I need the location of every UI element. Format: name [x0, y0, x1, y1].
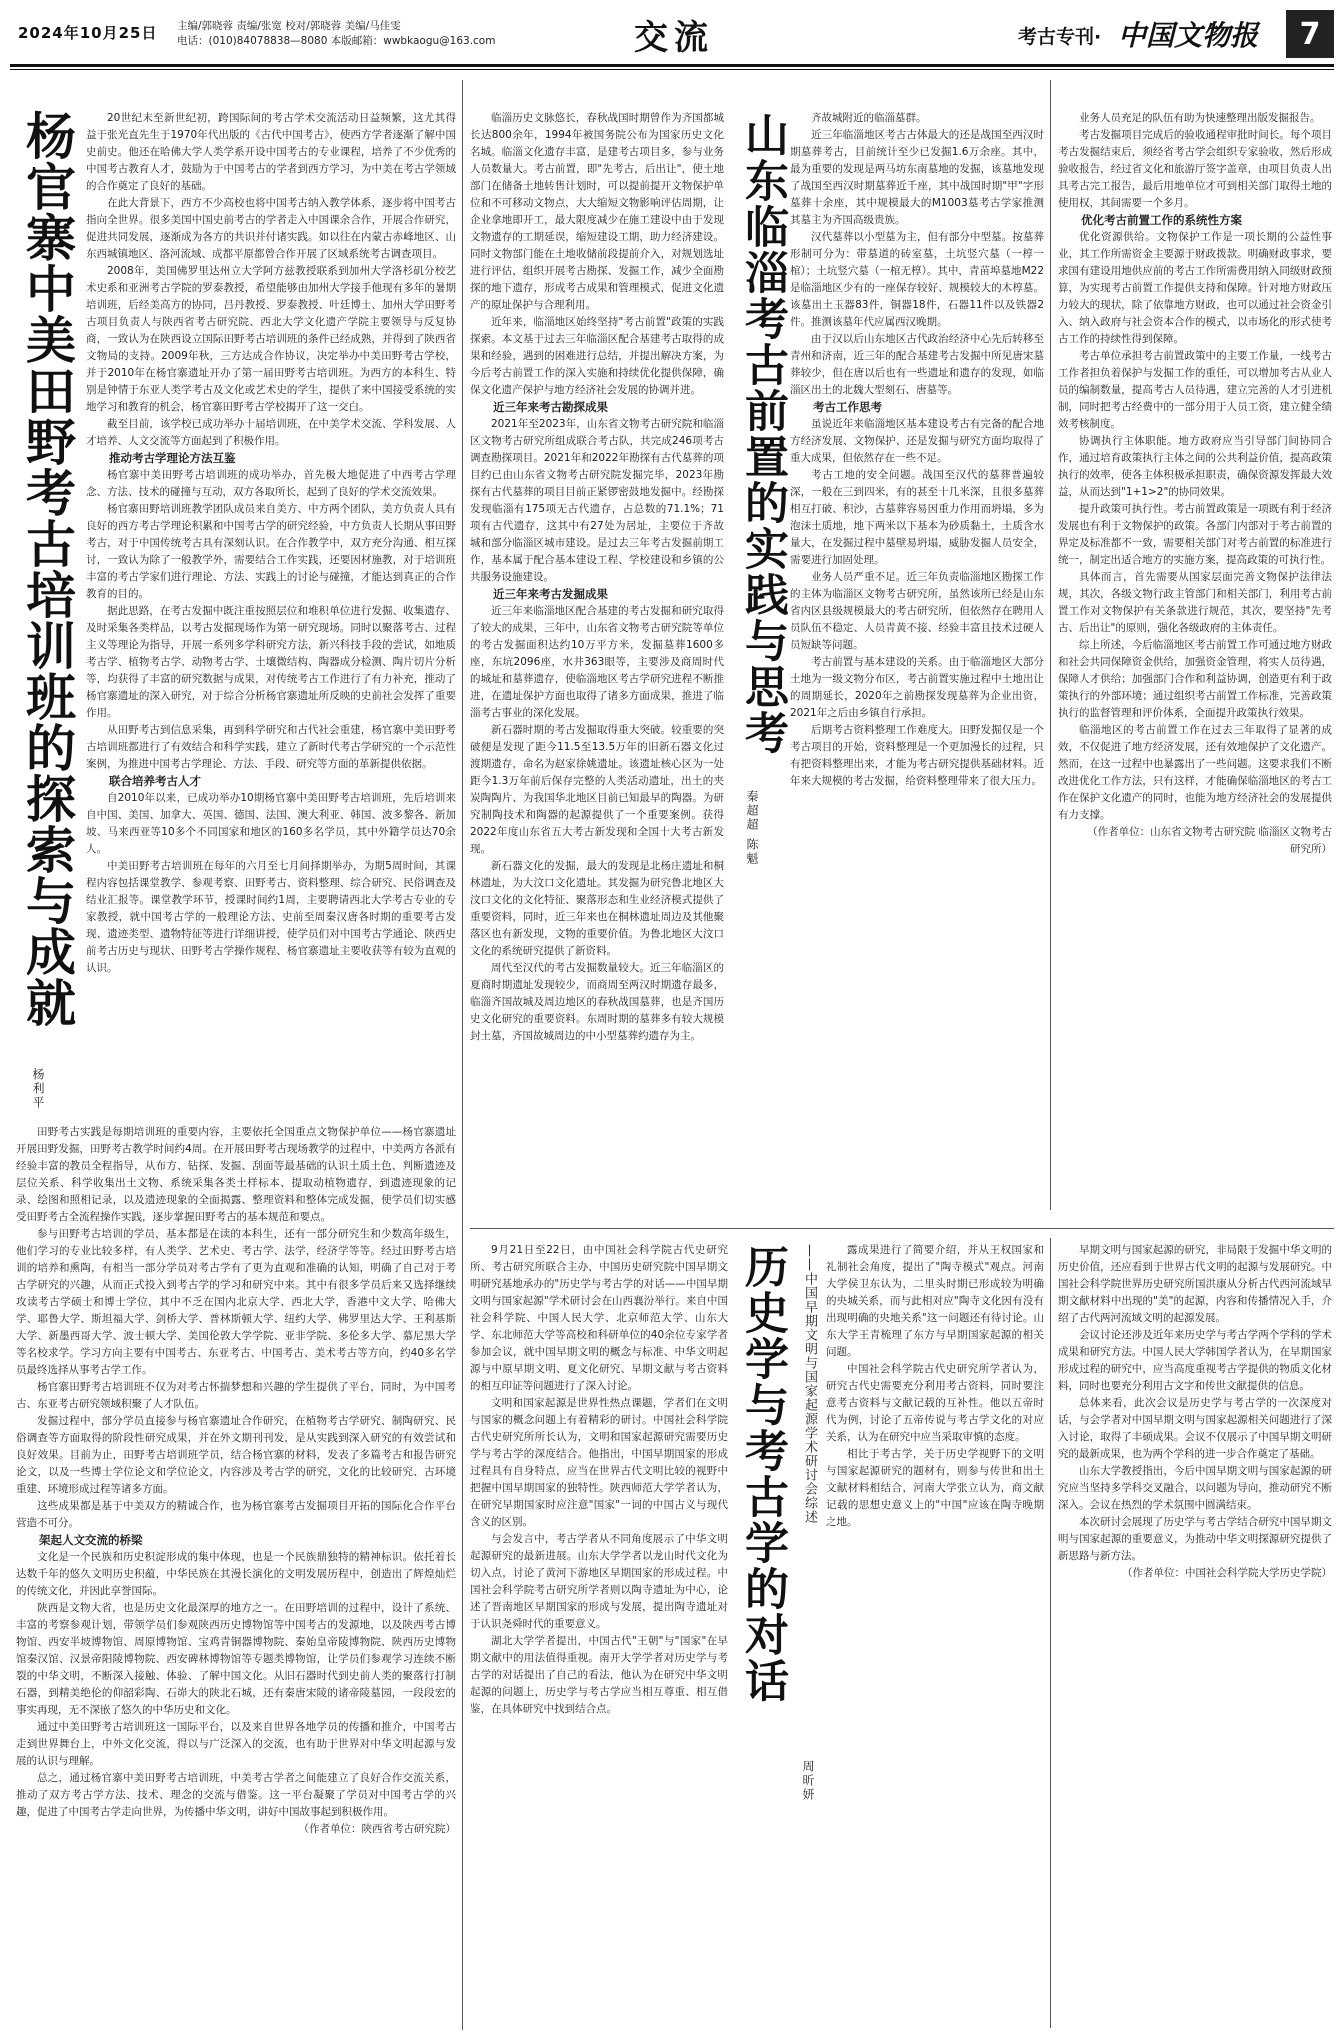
paragraph: 汉代墓葬以小型墓为主，但有部分中型墓。按墓葬形制可分为：带墓道的砖室墓，土坑竖穴墓（一椁一棺）；土坑竖穴墓（一棺无椁）。其中，青苗埠墓地M22是临淄地区少有的一座保存较好、规模较大的木椁墓。该墓出土玉器83件，铜器18件，石器11件以及铁器2件。推测该墓年代应属西汉晚期。 [790, 231, 1044, 328]
article3-subtitle: ——中国早期文明与国家起源学术研讨会综述 [802, 1244, 817, 1524]
paragraph: 露成果进行了简要介绍，并从王权国家和礼制社会角度，提出了"陶寺模式"观点。河南大学侯卫东认为，二里头时期已形成较为明确的央城关系，而与此相对应"陶寺文化因有没有出现明确的央地关系"这一问题还有待讨论。山东大学王青梳理了东方与早期国家起源的相关问题。 [826, 1244, 1044, 1358]
paragraph: 临淄地区的考古前置工作在过去三年取得了显著的成效，不仅促进了地方经济发展，还有效地保护了文化遗产。然而，在这一过程中也暴露出了一些问题。这要求我们不断改进优化工作方法，只有这样，才能确保临淄地区的考古工作在保护文化遗产的同时，也能为地方经济社会的发展提供有力支撑。 [1058, 724, 1332, 821]
paragraph: 参与田野考古培训的学员，基本都是在读的本科生，还有一部分研究生和少数高年级生，他们学习的专业比较多样，有人类学、艺术史、考古学、法学，经济学等等。经过田野考古培训的培养和熏陶，有相当一部分学员对考古学有了更为直观和准确的认知，明确了自己对于考古学研究的兴趣，从而正式投入到考古学的学习和研究中来。其中有很多学员后来又选择继续攻读考古学硕士和博士学位，其中不乏在国内北京大学、西北大学，香港中文大学、哈佛大学、耶鲁大学、斯坦福大学、剑桥大学、普林斯顿大学、纽约大学、佛罗里达大学、王利基斯大学、新墨西哥大学、波士顿大学、美国伦敦大学学院、亚非学院、多伦多大学、慕尼黑大学等名校求学。学习方向主要有中国考古、东亚考古、中国考古、美术考古等方向，约40多名学员最终选择从事考古学工作。 [16, 1228, 456, 1376]
paragraph: 新石器时期的考古发掘取得重大突破。较重要的突破便是发现了距今11.5至13.5万年的旧新石器文化过渡期遗存，命名为赵家徐姚遗址。该遗址核心区为一处距今1.3万年前后保存完整的人类活动遗址，出土的夹炭陶陶片、为我国华北地区目前已知最早的陶器。为研究制陶技术和陶器的起源提供了一个重要案例。获得2022年度山东省五大考古新发现和全国十大考古新发现。 [470, 724, 724, 855]
subheading: 联合培养考古人才 [109, 774, 201, 788]
paragraph: 从田野考古到信息采集，再到科学研究和古代社会重建，杨官寨中美田野考古培训班都进行了有效结合和科学实践，建立了新时代考古学研究的一个示范性案例，为推进中国考古学理论、方法、手段、研究等方面的革新提供依据。 [86, 724, 456, 770]
article3-affiliation: （作者单位：中国社会科学院大学历史学院） [1122, 1567, 1332, 1579]
article3-body-middle [826, 1242, 1044, 2032]
paragraph: 总之，通过杨官寨中美田野考古培训班，中美考古学者之间能建立了良好合作交流关系，推动了双方考古学方法、技术、理念的交流与借鉴。这一平台凝聚了学员对中国考古学的兴趣，促进了中国考古学走向世界，为传播中华文明，讲好中国故事起到积极作用。 [16, 1772, 456, 1818]
article2-body-right [1058, 110, 1332, 1220]
paragraph: 截至目前，该学校已成功举办十届培训班，在中美学术交流、学科发展、人才培养、人文交流等方面起到了积极作用。 [86, 418, 456, 447]
contact-line: 电话：(010)84078838—8080 本版邮箱：wwbkaogu@163.com [177, 35, 496, 47]
header-rule-thin [10, 69, 1334, 70]
paragraph: 总体来看，此次会议是历史学与考古学的一次深度对话，与会学者对中国早期文明与国家起源相关问题进行了深入讨论，取得了丰硕成果。会议不仅展示了中国早期文明研究的最新成果，也为两个学科的进一步合作奠定了基础。 [1058, 1397, 1332, 1460]
paragraph: 周代至汉代的考古发掘数量较大。近三年临淄区的夏商时期遗址发现较少，而商周至两汉时期遗存最多，临淄齐国故城及周边地区的春秋战国墓葬，也是齐国历史文化研究的重要资料。东周时期的墓葬多有较大规模封土墓，齐国故城周边的中小型墓葬约遗存为主。 [470, 962, 724, 1042]
paragraph: 20世纪末至新世纪初，跨国际间的考古学术交流活动日益频繁，这尤其得益于张光直先生于1970年代出版的《古代中国考古》，使西方学者逐渐了解中国史前史。他还在哈佛大学人类学系开设中国考古的专业课程，培养了不少优秀的中国考古教育人才，鼓励为于中国考古的学者到西方学习，为中美在考古学领域的合作奠定了良好的基础。 [86, 112, 456, 192]
staff-credits [177, 19, 495, 49]
article2-affiliation: （作者单位：山东省文物考古研究院 临淄区文物考古研究所） [1087, 826, 1332, 855]
paragraph: 文化是一个民族和历史积淀形成的集中体现，也是一个民族鼎独特的精神标识。依托着长达数千年的悠久文明历史积蕴，中华民族在其漫长演化的文明发展历程中，创造出了辉煌灿烂的传统文化，并因此享誉国际。 [16, 1551, 456, 1597]
staff-line: 主编/郭晓蓉 责编/张宽 校对/郭晓蓉 美编/马佳雯 [177, 20, 401, 32]
paragraph: 相比于考古学，关于历史学视野下的文明与国家起源研究的题材有，则参与传世和出土文献材料相结合，河南大学张立认为，商文献记载的思想史意义上的"中国"应该在陶寺晚期之地。 [826, 1448, 1044, 1528]
paragraph: 综上所述，今后临淄地区考古前置工作可通过地方财政和社会共同保障资金供给，加强资金管理，将实人员待遇，保障人才供给；加强部门合作和利益协调，创造更有利于政策执行的外部环境；通过组织考古前置工作标准，完善政策执行的监督管理和评价体系，全面提升政策执行效果。 [1058, 639, 1332, 719]
paragraph: 近年来，临淄地区始终坚持"考古前置"政策的实践探索。本文基于过去三年临淄区配合基建考古取得的成果和经验，遇到的困难进行总结，并提出解决方案，为今后考古前置工作的深入实施和持续优化提供保障，确保文化遗产保护与地方经济社会发展的协调并进。 [470, 316, 724, 396]
paragraph: 考古发掘项目完成后的验收通程审批时间长。每个项目考古发掘结束后，须经省考古学会组织专家验收，然后形成验收报告，经过省文化和旅游厅签字盖章，由项目负责人出具考古完工报告，最后用地单位才可到相关部门取得土地的使用权，其间需要一个多月。 [1058, 129, 1332, 209]
article3-title: 历史学与考古学的对话 [737, 1244, 788, 1704]
paragraph: 山东大学教授指出，今后中国早期文明与国家起源的研究应当坚持多学科交叉融合，以问题为导向，推动研究不断深入。会议在热烈的学术氛围中圆满结束。 [1058, 1465, 1332, 1511]
paragraph: 虽说近年来临淄地区基本建设考古有完备的配合地方经济发展、文物保护、还是发掘与研究方面均取得了重大成果，但依然存在一些不足。 [790, 418, 1044, 464]
paragraph: 9月21日至22日，由中国社会科学院古代史研究所、考古研究所联合主办，中国历史研究院中国早期文明研究基地承办的"历史学与考古学的对话——中国早期文明与国家起源"学术研讨会在山西襄汾举行。来自中国社会科学院、中国人民大学、北京师范大学、山东大学、东北师范大学等高校和科研单位的40余位专家学者参加会议，就中国早期文明的概念与标准、中华文明起源与中原早期文明、夏文化研究、早期文献与考古资料的相互印证等问题进行了深入讨论。 [470, 1244, 728, 1392]
header-rule [10, 64, 1334, 67]
article1-body-top [86, 110, 456, 1120]
paragraph: 这些成果都是基于中美双方的精诚合作，也为杨官寨考古发掘项目开拓的国际化合作平台营造不可分。 [16, 1500, 456, 1529]
paragraph: 后期考古资料整理工作难度大。田野发掘仅是一个考古项目的开始，资料整理是一个更加漫长的过程，只有把资料整理出来，才能为考古研究提供基础材料。近年来大规模的考古发掘，给资料整理带来了很大压力。 [790, 724, 1044, 787]
article3-author: 周昕妍 [801, 1760, 815, 1802]
paragraph: 杨官寨田野考古培训班不仅为对考古怀揣梦想和兴趣的学生提供了平台，同时，为中国考古、东亚考古研究领域积聚了人才队伍。 [16, 1381, 456, 1410]
article2-body-middle [790, 110, 1044, 1220]
article1-body-bottom [16, 1124, 456, 2024]
subheading: 推动考古学理论方法互鉴 [109, 451, 236, 465]
paragraph: 会议讨论还涉及近年来历史学与考古学两个学科的学术成果和研究方法。中国人民大学韩国学者认为，在早期国家形成过程的研究中，应当高度重视考古学提供的物质文化材料，同时也要充分利用古文字和传世文献提供的信息。 [1058, 1329, 1332, 1392]
paragraph: 中国社会科学院古代史研究所学者认为，研究古代史需要充分利用考古资料，同时要注意考古资料与文献记载的互补性。他以五帝时代为例，讨论了五帝传说与考古学文化的对应关系，认为在研究中应当采取审慎的态度。 [826, 1363, 1044, 1443]
article1-title: 杨官寨中美田野考古培训班的探索与成就 [18, 110, 77, 1028]
paragraph: 中美田野考古培训班在每年的六月至七月间择期举办，为期5周时间，其课程内容包括课堂教学、参观考察、田野考古、资料整理、综合研究、民俗调查及结业汇报等。课堂教学环节，授课时间约1周，主要聘请西北大学考古专业的专家教授，就中国考古学的一般理论方法、史前至周秦汉唐各时期的重要考古发现、遗迹类型、遗物特征等进行详细讲授，使学员们对中国考古学通论、陕西史前考古历史与现状、田野考古学操作规程、杨官寨遗址主要收获等有较为直观的认识。 [86, 860, 456, 974]
column-divider [462, 80, 463, 2030]
paragraph: 杨官寨中美田野考古培训班的成功举办，首先极大地促进了中西考古学理念、方法、技术的碰撞与互动，双方各取所长，起到了良好的学术交流效果。 [86, 469, 456, 498]
paragraph: 田野考古实践是每期培训班的重要内容，主要依托全国重点文物保护单位——杨官寨遗址开展田野发掘，田野考古教学时间约4周。在开展田野考古现场教学的过程中，中美两方各派有经验丰富的教员全程指导，从布方、钻探、发掘、刮面等最基础的认识土质土色、判断遗迹及层位关系、科学收集出土文物、系统采集各类土样标本、提取动植物遗存，到遗迹现象的记录、绘图和照相记录，以及遗迹现象的全面揭露、整理资料和整体完成发掘，使学员们切实感受田野考古全流程操作实践，逐步掌握田野考古的基本规范和要点。 [16, 1126, 456, 1223]
article2-body-left [470, 110, 724, 1220]
column-divider [1050, 1238, 1051, 2028]
paragraph: 协调执行主体职能。地方政府应当引导部门间协同合作，通过培育政策执行主体之间的公共利益价值，提高政策执行的效率，使各主体积极承担职责，确保资源发挥最大效益，从而达到"1+1>2"的协同效果。 [1058, 435, 1332, 498]
article2-title: 山东临淄考古前置的实践与思考 [737, 112, 788, 756]
paragraph: 提升政策可执行性。考古前置政策是一项既有利于经济发展也有利于文物保护的政策。各部门内部对于考古前置的界定及标准都不一致，需要相关部门对考古前置的标准进行统一，制定出适合地方的实施方案，提高政策的可执行性。 [1058, 503, 1332, 566]
subheading: 考古工作思考 [813, 400, 882, 414]
section-title: 交流 [634, 17, 714, 58]
paragraph: 在此大背景下，西方不少高校也将中国考古纳入教学体系，逐步将中国考古指向全世界。很多美国中国史前考古的学者走入中国课余合作，开展合作研究，促进共同发展，逐渐成为各方的共识并付诸实践。如以往在内蒙古赤峰地区、山东西城镇地区、洛河流域、成都平原都曾合作开展了区域系统考古调查项目。 [86, 197, 456, 260]
paragraph: 考古工地的安全问题。战国至汉代的墓葬普遍较深，一般在三到四米，有的甚至十几米深，且很多墓葬相互打破、积沙，古墓葬容易因重力作用而坍塌，多为泡沫土质地，地下两米以下基本为砂质黏土，土质含水量大，在发掘过程中墓壁易坍塌，威胁发掘人员安全，需要进行加固处理。 [790, 469, 1044, 566]
newspaper-masthead: 中国文物报 [1118, 19, 1259, 52]
paragraph: 考古单位承担考古前置政策中的主要工作量，一线考古工作者担负着保护与发掘工作的重任，可以增加考古从业人员的编制数量，提高考古人员待遇，建立完善的人才引进机制，同时把考古经费中的一部分用于人员工资，建立健全绩效考核制度。 [1058, 350, 1332, 430]
paragraph: 发掘过程中，部分学员直接参与杨官寨遗址合作研究，在植物考古学研究、制陶研究、民俗调查等方面取得的阶段性研究成果，并在外文期刊刊发，是从实践到深入研究的有效尝试和良好效果。目前为止，田野考古培训班学员，结合杨官寨的材料，发表了多篇考古和报告研究论文，以及一些博士学位论文和学位论文，内容涉及考古学的研究，文化的比较研究、古环境重建、环境形成过程等诸多方面。 [16, 1415, 456, 1495]
page-number: 7 [1286, 10, 1334, 58]
article1-author: 杨利平 [31, 1068, 45, 1110]
paragraph: 业务人员充足的队伍有助为快速整理出版发掘报告。 [1079, 112, 1321, 124]
paragraph: 具体而言，首先需要从国家层面完善文物保护法律法规，其次，各级文物行政主管部门和相关部门，利用考古前置工作对文物保护有关条款进行规范，其次，要坚持"先考古、后出让"的原则，强化各级政府的主体责任。 [1058, 571, 1332, 634]
paragraph: 文明和国家起源是世界性热点课题，学者们在文明与国家的概念问题上有着精彩的研讨。中国社会科学院古代史研究所所长认为，文明和国家起源研究需要历史学与考古学的深度结合。他指出，中国早期国家的形成过程具有自身特点，应当在世界古代文明比较的视野中把握中国早期国家的独特性。陕西师范大学学者认为，在研究早期国家时应注意"国家"一词的中国古义与现代含义的区别。 [470, 1397, 728, 1528]
paragraph: 自2010年以来，已成功举办10期杨官寨中美田野考古培训班，先后培训来自中国、美国、加拿大、英国、德国、法国、澳大利亚、韩国、波多黎各、新加坡、马来西亚等10多个不同国家和地区的160多名学员，其中外籍学员达70余人。 [86, 792, 456, 855]
paragraph: 通过中美田野考古培训班这一国际平台，以及来自世界各地学员的传播和推介，中国考古走到世界舞台上，中外文化交流，得以与广泛深入的交流，也有助于世界对中华文明起源与发展的认识与理解。 [16, 1721, 456, 1767]
paragraph: 近三年临淄地区考古古体最大的还是战国至西汉时期墓葬考古，目前统计至少已发掘1.6万余座。其中，最为重要的发现是两马坊东南墓地的发掘，该墓地发现了战国至西汉时期墓葬近千座，其中战国时期"甲"字形墓葬十余座，其中规模最大的M1003墓考古学家推测其墓主为齐国高级贵族。 [790, 129, 1044, 226]
paragraph: 本次研讨会展现了历史学与考古学结合研究中国早期文明与国家起源的重要意义，为推动中华文明探源研究提供了新思路与新方法。 [1058, 1516, 1332, 1562]
paragraph: 陕西是文物大省，也是历史文化最深厚的地方之一。在田野培训的过程中，设计了系统、丰富的考察参观计划，带领学员们参观陕西历史博物馆等中国考古的发源地，以及陕西考古博物馆、西安半坡博物馆、周原博物馆、宝鸡青铜器博物院、秦始皇帝陵博物院、陕西历史博物馆秦汉馆、汉景帝阳陵博物院、西安碑林博物馆等专题类博物馆，让学员们参观学习连续不断裂的中华文明，不断深入接触、体验、了解中国文化。从旧石器时代到史前人类的聚落行打制石器，到精美绝伦的仰韶彩陶、石峁大的陕北石城，还有秦唐宋陵的诸帝陵墓园，一段段宏的事实再现，无不深嵌了悠久的中华历史和文化。 [16, 1602, 456, 1716]
paragraph: 杨官寨田野培训班教学团队成员来自美方、中方两个团队，美方负责人具有良好的西方考古学理论积累和中国考古学的研究经验，中方负责人长期从事田野考古，对于中国传统考古具有深刻认识。在合作教学中，双方充分沟通、相互探讨，一致认为除了一般教学外，需要结合工作实践，还要因材施教，对于培训班丰富的考古学家们进行理论、方法、实践上的讨论与碰撞，才能达到真正的合作教育的目的。 [86, 503, 456, 600]
paragraph: 业务人员严重不足。近三年负责临淄地区勘探工作的主体为临淄区文物考古研究所，虽然该所已经是山东省内区县级规模最大的考古研究所，但依然存在聘用人员队伍不稳定、人员青黄不接、经验丰富且技术过硬人员短缺等问题。 [790, 571, 1044, 651]
article2-authors: 秦超超 陈魁 [745, 790, 759, 866]
paragraph: 临淄历史文脉悠长，春秋战国时期曾作为齐国都城长达800余年，1994年被国务院公布为国家历史文化名城。临淄文化遗存丰富，是建考古项目多，参与业务人员数量大。考古前置，即"先考古，后出让"，使土地部门在储备土地转售计划时，可以提前提开文物保护单位和不可移动文物点，大大缩短文物影响评估周期，让企业拿地即开工，最大限度减少在施工建设中由于发现文物遗存的工期延误，缩短建设工期，助力经济建设。同时文物部门能在土地收储前段提前介入，对规划选址进行评估，组织开展考古勘探、发掘工作，减少全面勘探的地下遗存，形成考古成果和管理模式，促进文化遗产的原址保护与合理利用。 [470, 112, 724, 311]
subheading: 优化考古前置工作的系统性方案 [1081, 213, 1242, 227]
paragraph: 2008年，美国佛罗里达州立大学阿方兹教授联系到加州大学洛杉矶分校艺术史系和亚洲考古学院的罗泰教授，希望能够由加州大学接手他现有多年的暑期培训班，后经美高方的协同，吕丹教授、罗泰教授、叶廷博士、加州大学田野考古项目负责人与陕西省考古研究院、西北大学文化遗产学院主要领导与反复协商，一致认为在陕西设立国际田野考古培训班的条件已经成熟，并得到了陕西省文物局的支持。2009年秋，三方达成合作协议，决定举办中美田野考古学校，并于2010年在杨官寨遗址开办了第一届田野考古培训班。为西方的本科生、特别是钟情于东亚人类学考古及文化或艺术史的学生，提供了来中国接受系统的实地学习和教育的机会，杨官寨田野考古学校揭开了这一交白。 [86, 265, 456, 413]
paragraph: 由于汉以后山东地区古代政治经济中心先后转移至青州和济南，近三年的配合基建考古发掘中所见唐宋墓葬较少，但在唐以后也有一些遗址和遗存的发现，如临淄区出土的北魏大型刻石、唐墓等。 [790, 333, 1044, 396]
subheading: 架起人文交流的桥梁 [39, 1533, 143, 1547]
paragraph: 优化资源供给。文物保护工作是一项长期的公益性事业，其工作所需资金主要源于财政拨款。明确财政事求，要求国有建设用地供应前的考古工作所需费用纳入同级财政预算，为实现考古前置工作提供支持和保障。针对地方财政压力较大的现状，除了依靠地方财政，也可以通过社会资金引入、纳入政府与社会资本合作的模式，以市场化的形式使考古工作的持续性得到保障。 [1058, 231, 1332, 345]
paragraph: 与会发言中，考古学者从不同角度展示了中华文明起源研究的最新进展。山东大学学者以龙山时代文化为切入点，讨论了黄河下游地区早期国家的形成过程。中国社会科学院考古研究所学者则以陶寺遗址为中心，论述了晋南地区早期国家的形成与发展，提出陶寺遗址对于认识尧舜时代的重要意义。 [470, 1533, 728, 1630]
paragraph: 早期文明与国家起源的研究，非局限于发掘中华文明的历史价值，还应看到于世界古代文明的起源与发展研究。中国社会科学院世界历史研究所国洪康从分析古代西河流域早期文献材料中出现的"美"的起源，内容和传播情况入手，介绍了古代两河流域文明的起源发展。 [1058, 1244, 1332, 1324]
paragraph: 近三年来临淄地区配合基建的考古发掘和研究取得了较大的成果，三年中，山东省文物考古研究院等单位的考古发掘面积达约10万平方米，发掘墓葬1600多座，东坑2096座，水井363眼等，主要涉及商周时代的城址和墓葬遗存，使临淄地区考古学研究进程不断推进，在遗址保护方面也取得了诸多方面成果，推进了临淄考古事业的深化发展。 [470, 605, 724, 719]
special-edition-label: 考古专刊· [1018, 26, 1102, 48]
article3-body-left [470, 1242, 728, 2032]
paragraph: 湖北大学学者提出，中国古代"王朝"与"国家"在早期文献中的用法值得重视。南开大学学者对历史学与考古学的对话提出了自己的看法，他认为在研究中华文明起源的问题上，历史学与考古学应当相互尊重、相互借鉴，在具体研究中找到结合点。 [470, 1635, 728, 1715]
paragraph: 据此思路，在考古发掘中既注重按照层位和堆积单位进行发掘、收集遗存、及时采集各类样品，以考古发掘现场作为第一研究现场。同时以聚落考古、过程主义等理论为指导，开展一系列多学科研究方法，新兴科技手段的尝试，如地质考古学、植物考古学、动物考古学、土壤微结构、陶器成分检测、陶片切片分析等，均获得了丰富的研究数据与成果，对传统考古工作进行了有力补充，推动了杨官寨遗址的深入研究，对于综合分析杨官寨遗址所反映的史前社会发挥了重要作用。 [86, 605, 456, 719]
paragraph: 新石器文化的发掘，最大的发现是北杨庄遗址和桐林遗址，为大汶口文化遗址。其发掘为研究鲁北地区大汶口文化的文化特征、聚落形态和生业经济模式提供了重要资料，同时，近三年来也在桐林遗址周边及其他聚落区也有新发现，文物的重要价值。为鲁北地区大汶口文化的系统研究提供了新资料。 [470, 860, 724, 957]
subheading: 近三年来考古发掘成果 [493, 587, 608, 601]
subheading: 近三年来考古勘探成果 [493, 400, 608, 414]
paragraph: 考古前置与基本建设的关系。由于临淄地区大部分土地为一级文物分布区，考古前置实施过程中土地出让的周期延长，2020年之前勘探发现墓葬为企业出资，2021年之后由乡镇自行承担。 [790, 656, 1044, 719]
column-divider [1050, 80, 1051, 1210]
article3-body-right [1058, 1242, 1332, 2032]
issue-date: 2024年10月25日 [18, 24, 158, 42]
paragraph: 2021年至2023年，山东省文物考古研究院和临淄区文物考古研究所组成联合考古队，共完成246项考古调查勘探项目。2021年和2022年勘探有古代墓葬的项目约已由山东省文物考古研究院发掘完毕，2023年勘探有古代墓葬的项目目前正紧锣密鼓地发掘中。经勘探发现临淄有175项无古代遗存，占总数的71.1%；71项有古代遗存，这其中有27处为居址，主要位于齐故城和部分临淄区城市建设。是过去三年考古发掘前期工作，基本属于配合基本建设工程、学校建设和乡镇的公共服务设施建设。 [470, 418, 724, 583]
article1-affiliation: （作者单位：陕西省考古研究院） [298, 1823, 456, 1835]
paragraph: 齐故城附近的临淄墓群。 [811, 112, 927, 124]
section-divider [470, 1228, 1334, 1229]
